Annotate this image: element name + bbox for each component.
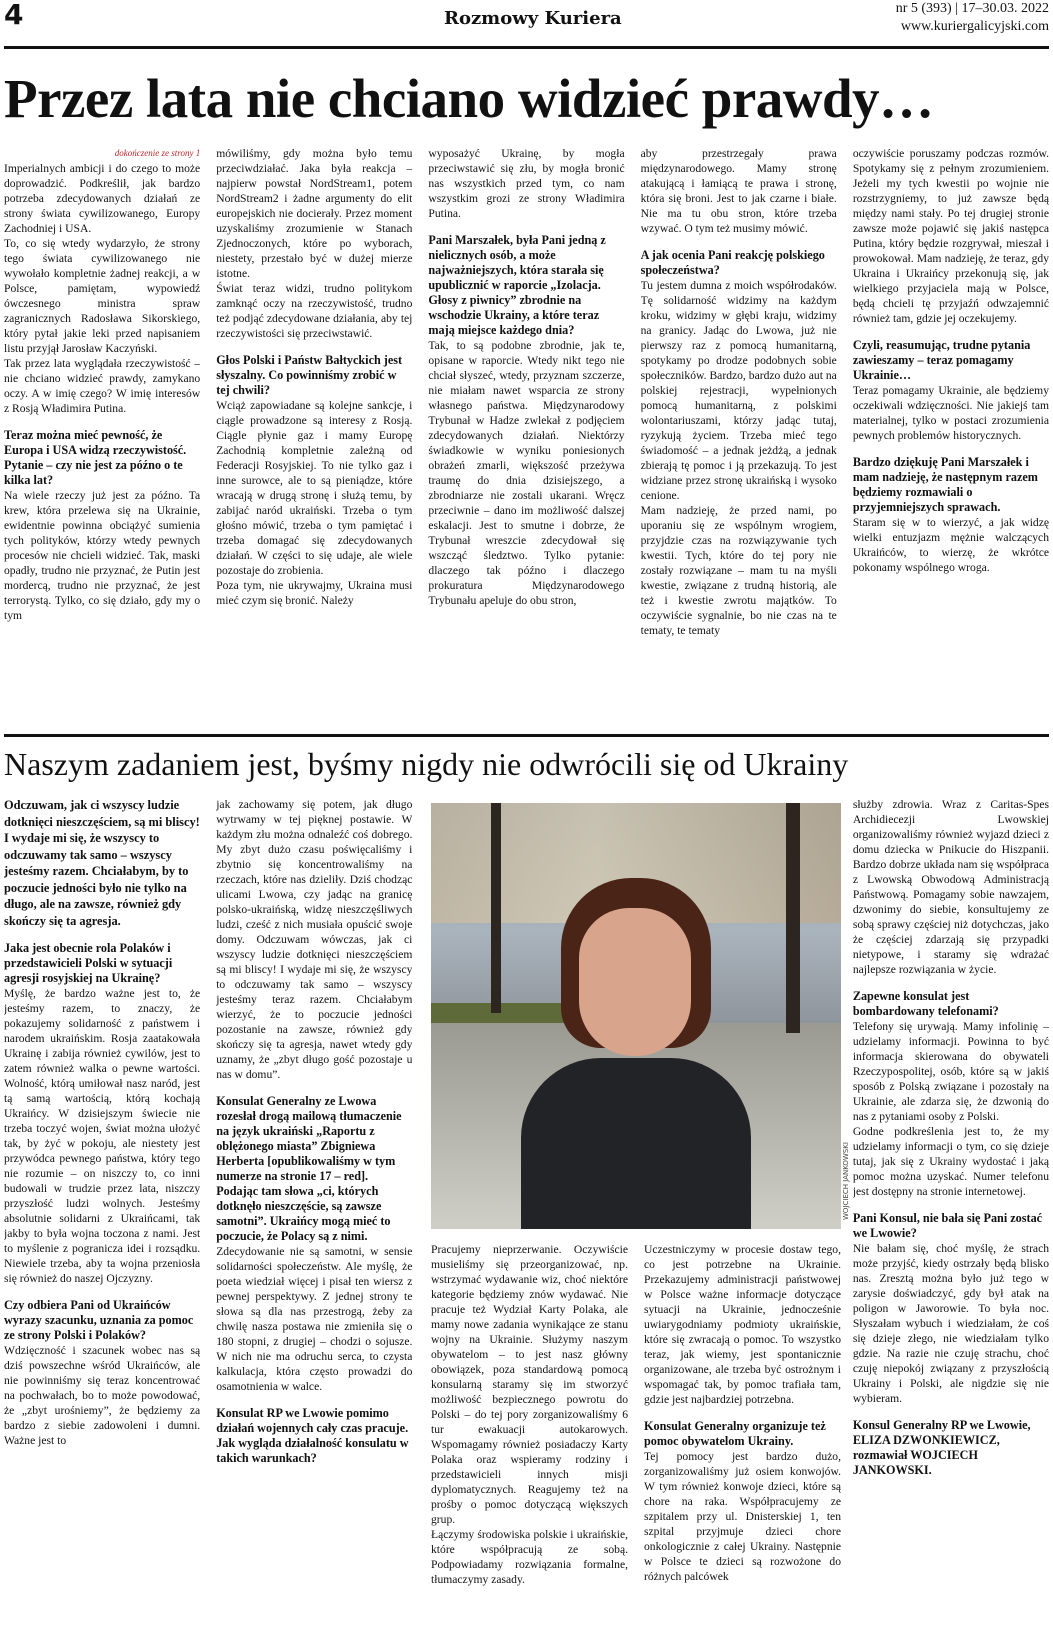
interview-question: Bardzo dziękuję Pani Marszałek i mam nadzieję, że następnym razem będziemy rozmawiali o przyjemniejszych sprawach.: [852, 455, 1038, 514]
photo-credit: WOJCIECH JANKOWSKI: [842, 1142, 850, 1220]
body-paragraph: Zdecydowanie nie są samotni, w sensie solidarności społeczeństw. Ale myślę, że poeta wiedział więcej i pisał ten wiersz z pewnej perspektywy. Z jednej strony te słowa są dla nas przestrogą, żeby za chwilę nasza postawa nie zmieniła się o 180 stopni, z drugiej – chodzi o sojusze. W nich nie ma odruchu serca, to czysta kalkulacja, która często prowadzi do osamotnienia w walce.: [216, 1245, 413, 1393]
body-paragraph: Teraz pomagamy Ukrainie, ale będziemy oczekiwali wdzięczności. Nie jakiejś tam materialnej, tylko w postaci zrozumienia pewnych problemów historycznych.: [852, 384, 1050, 442]
body-paragraph: Staram się w to wierzyć, a jak widzę wielki entuzjazm mężnie walczących Ukraińców, to wierzę, że wkrótce pokonamy wspólnego wroga.: [852, 516, 1050, 574]
interview-question: Czyli, reasumując, trudne pytania zawieszamy – teraz pomagamy Ukrainie…: [852, 338, 1031, 382]
article2-columns-bottom: [431, 1242, 841, 1627]
article2-column: [644, 1242, 841, 1627]
body-paragraph: Wdzięczność i szacunek wobec nas są dziś powszechne wśród Ukraińców, ale nie powinniśmy się teraz koncentrować na pochwałach, bo to może powodować, że „zbyt urośniemy”, że będziemy za bardzo z siebie zadowoleni i dumni. Ważne jest to: [4, 1344, 201, 1447]
issue-line: nr 5 (393) | 17–30.03. 2022: [895, 1, 1049, 16]
body-paragraph: Pracujemy nieprzerwanie. Oczywiście musieliśmy się przeorganizować, np. wstrzymać wydawanie wiz, choć niektóre kategorie będziemy znów wydawać. Nie pracuje też Wydział Karty Polaka, ale mamy nowe zadania wynikające ze stanu wojny na Ukrainie. Służymy naszym obywatelom – to jest nasz główny obowiązek, poza standardową pomocą konsularną staramy się im stworzyć możliwość bezpiecznego powrotu do Polski – do tej pory zorganizowaliśmy 6 tur ewakuacji autokarowych. Wspomagamy również posiadaczy Karty Polaka oraz wspieramy rodziny i przedstawicieli innych misji dyplomatycznych. Reagujemy też na prośby o pomoc dotyczącą większych grup.: [431, 1243, 628, 1526]
article1-column: [4, 146, 200, 728]
body-paragraph: Tak przez lata wyglądała rzeczywistość – nie chciano widzieć prawdy, zamykano oczy. A w imię czego? W imię interesów z Rosją Władimira Putina.: [4, 357, 201, 415]
body-paragraph: Uczestniczymy w procesie dostaw tego, co jest potrzebne na Ukrainie. Przekazujemy administracji państwowej w Polsce ważne informacje dotyczące sytuacji na Ukrainie, jednocześnie uwiarygodniamy podmioty ukraińskie, które się zwracają o pomoc. To wszystko teraz, jak wiemy, jest spontanicznie organizowane, ale trzeba być ostrożnym i wspomagać tak, by pomoc trafiała tam, gdzie jest najbardziej potrzebna.: [644, 1243, 841, 1406]
article2-column: [216, 797, 412, 1627]
body-paragraph: To, co się wtedy wydarzyło, że strony tego świata cywilizowanego nie wywołało kompletnie żadnej reakcji, a w Polsce, pamiętam, wypowiedź ówczesnego ministra spraw zagranicznych Radosława Sikorskiego, który pytał jakie leki przed napisaniem listu przyjął Jarosław Kaczyński.: [4, 237, 201, 355]
interview-question: Teraz można mieć pewność, że Europa i USA widzą rzeczywistość. Pytanie – czy nie jest za późno o te kilka lat?: [4, 428, 187, 487]
body-paragraph: Wciąż zapowiadane są kolejne sankcje, i ciągle prowadzone są interesy z Rosją. Ciągle płynie gaz i mamy Europę Zachodnią kompletnie zależną od Federacji Rosyjskiej. To nie tylko gaz i inne surowce, ale to są pieniądze, które wracają w drugą stronę i służą temu, by zabijać naród ukraiński. Trzeba o tym głośno mówić, trzeba o tym pamiętać i trzeba domagać się zdecydowanych działań. W części to się udaje, ale wiele pozostaje do zrobienia.: [216, 399, 413, 577]
section-divider: [4, 734, 1049, 737]
interview-question: Pani Konsul, nie bała się Pani zostać we Lwowie?: [852, 1211, 1043, 1240]
article2-column: [853, 797, 1049, 1627]
interview-question: Czy odbiera Pani od Ukraińców wyrazy szacunku, uznania za pomoc ze strony Polski i Polaków?: [4, 1298, 194, 1342]
interview-question: Głos Polski i Państw Bałtyckich jest słyszalny. Co powinniśmy zrobić w tej chwili?: [216, 353, 403, 397]
body-paragraph: Łączymy środowiska polskie i ukraińskie, które współpracują ze sobą. Podpowiadamy rozwiązania formalne, tłumaczymy zasady.: [431, 1528, 628, 1586]
continued-note: dokończenie ze strony 1: [114, 148, 201, 158]
portrait: [521, 878, 751, 1229]
body-paragraph: aby przestrzegały prawa międzynarodowego. Mamy stronę atakującą i łamiącą te prawa i stronę, która się broni. Jest to jak czarne i białe. Nie ma tu obu stron, które trzeba wzywać. O tym też musimy mówić.: [640, 147, 837, 235]
body-paragraph: Tu jestem dumna z moich współrodaków. Tę solidarność widzimy na każdym kroku, widzimy w głębi kraju, widzimy na granicy. Jadąc do Lwowa, już nie pierwszy raz z pomocą humanitarną, spotykamy po drodze podobnych sobie społeczników. Bardzo, bardzo dużo aut na polskiej rejestracji, wypełnionych pomocą humanitarną, z polskimi wolontariuszami, którzy jadąc tutaj, ryzykują życiem. Trzeba mieć tego świadomość – a jednak jeżdżą, a jednak zbierają tę pomoc i ją przekazują. To jest widziane przez stronę ukraińską i wysoko cenione.: [640, 279, 837, 502]
body-paragraph: Tak, to są podobne zbrodnie, jak te, opisane w raporcie. Wtedy nikt tego nie chciał słyszeć, wtedy, przyznam szczerze, nie miałam nawet wsparcia ze strony własnego państwa. Międzynarodowy Trybunał w Hadze zwlekał z podjęciem zdecydowanych działań. Niektórzy świadkowie w wyniku poniesionych obrażeń zmarli, większość przeżywa traumę do dnia dzisiejszego, a zbrodniarze nie zostali ukarani. Wręcz przeciwnie – dano im możliwość dalszej eskalacji. Jest to smutne i dobrze, że Trybunał wreszcie zdecydował się wszcząć śledztwo. Tylko pytanie: dlaczego tak późno i dlaczego prokuratura Międzynarodowego Trybunału apeluje do obu stron,: [428, 339, 625, 607]
body-paragraph: Na wiele rzeczy już jest za późno. Ta krew, która przelewa się na Ukrainie, ewidentnie powinna obciążyć sumienia tych polityków, którzy wtedy pewnych procesów nie chcieli widzieć. Tak, maski opadły, trudno nie przyznać, że Putin jest mordercą, trudno nie przyznać, że jest terrorystą. Tylko, co się działo, gdy my o tym: [4, 489, 201, 622]
interview-question: Konsulat RP we Lwowie pomimo działań wojennych cały czas pracuje. Jak wygląda działalność konsulatu w takich warunkach?: [216, 1406, 409, 1465]
body-paragraph: wyposażyć Ukrainę, by mogła przeciwstawić się złu, by mogła bronić nas wszystkich przed tym, co nam wszystkim grozi ze strony Władimira Putina.: [428, 147, 625, 220]
body-paragraph: jak zachowamy się potem, jak długo wytrwamy w tej pięknej postawie. W każdym złu można odnaleźć coś dobrego. My zbyt dużo czasu poświęcaliśmy i zbytnio się koncentrowaliśmy na rzeczach, które nas dzieliły. Dziś chodząc ulicami Lwowa, czy jadąc na granicę polsko-ukraińską, widzę nieszczęśliwych ludzi, cześć z nich musiała opuścić swoje domy. Odczuwam wówczas, jak ci wszyscy ludzie dotknięci nieszczęściem są mi bliscy! I wydaje mi się, że wszyscy to odczuwamy tak samo – wszyscy jesteśmy teraz razem. Chciałabym wierzyć, że to poczucie jedności pozostanie na zawsze, również gdy skończy się ta agresja, nawet wtedy gdy uznamy, że „zbyt długo gość pozostaje u nas w domu”.: [216, 798, 413, 1081]
body-paragraph: Tej pomocy jest bardzo dużo, zorganizowaliśmy już osiem konwojów. W tym również konwoje dzieci, które są chore na raka. Współpracujemy ze szpitalem przy ul. Dnisterskiej 1, ten szpital przyjmuje dzieci chore onkologicznie z całej Ukrainy. Następnie w Polsce te dzieci są rozwożone do różnych palcówek: [644, 1450, 841, 1583]
website: www.kuriergalicyjski.com: [900, 19, 1049, 34]
coat: [521, 1058, 751, 1229]
interview-question: Konsulat Generalny ze Lwowa rozesłał drogą mailową tłumaczenie na język ukraiński „Raportu z oblężonego miasta” Zbigniewa Herberta [opublikowaliśmy w tym numerze na stronie 17 – red]. Podając tam słowa „ci, których dotknęło nieszczęście, są zawsze samotni”. Ukraińcy mogą mieć to poczucie, że Polacy są z nimi.: [216, 1094, 402, 1243]
article1-columns: [4, 146, 1049, 728]
page-header: [4, 0, 1049, 49]
consul-photo: [431, 803, 841, 1229]
body-paragraph: Mam nadzieję, że przed nami, po uporaniu się ze wspólnym wrogiem, przyjdzie czas na rozwiązywanie tych kwestii. Tych, które do tej pory nie zostały rozwiązane – mam tu na myśli kwestie, związane z trudną historią, ale też i kwestie zwrotu majątków. To oczywiście sygnalnie, bo nie czas na te tematy, te tematy: [640, 504, 837, 637]
body-paragraph: Telefony się urywają. Mamy infolinię – udzielamy informacji. Powinna to być informacja skierowana do obywateli Rzeczypospolitej, osób, które są w jakiś sposób z Polską związane i pozostały na Ukrainie, ale zdarza się, że dzwonią do nas z pytaniami osoby z Polski.: [852, 1020, 1050, 1123]
article1-title: Przez lata nie chciano widzieć prawdy…: [4, 68, 934, 129]
interview-question: Jaka jest obecnie rola Polaków i przedstawicieli Polski w sytuacji agresji rosyjskiej na Ukrainę?: [4, 941, 173, 985]
article1-column: [853, 146, 1049, 728]
signature: Konsul Generalny RP we Lwowie, ELIZA DZWONKIEWICZ, rozmawiał WOJCIECH JANKOWSKI.: [852, 1418, 1031, 1477]
tree-trunk: [786, 803, 800, 1033]
article2-column: [4, 797, 200, 1627]
article2-column: [431, 1242, 628, 1627]
article2-title: Naszym zadaniem jest, byśmy nigdy nie odwrócili się od Ukrainy: [4, 746, 849, 782]
body-paragraph: Imperialnych ambicji i do czego to może doprowadzić. Podkreślił, jak bardzo potrzeba zdecydowanych działań ze strony świata cywilizowanego, Europy Zachodniej i USA.: [4, 162, 201, 235]
body-paragraph: Poza tym, nie ukrywajmy, Ukraina musi mieć czym się bronić. Należy: [216, 579, 413, 607]
body-paragraph: Świat teraz widzi, trudno politykom zamknąć oczy na rzeczywistość, trudno też podjąć zdecydowane działania, aby tej rzeczywistości się przeciwstawić.: [216, 282, 413, 340]
issue-info: [896, 0, 1049, 36]
page-number: 4: [4, 0, 24, 31]
interview-question: Pani Marszałek, była Pani jedną z nielicznych osób, a może najważniejszych, która starała się upublicznić w raporcie „Izolacja. Głosy z piwnicy” zbrodnie na wschodzie Ukrainy, a które teraz mają miejsce każdego dnia?: [428, 233, 606, 337]
body-paragraph: oczywiście poruszamy podczas rozmów. Spotykamy się z pełnym zrozumieniem. Jeżeli my tych kwestii po wojnie nie rozstrzygniemy, to już zawsze będą między nami stały. Po tej drugiej stronie zawsze może pojawić się jakiś następca Putina, który będzie rozgrywał, mieszał i prowokował. Mam nadzieję, że teraz, gdy Ukraina i Ukraińcy przekonują się, jak wielkiego przyjaciela mają w Polsce, będą chcieli tę przyjaźń odwzajemnić również tam, gdzie jej oczekujemy.: [852, 147, 1050, 325]
face: [579, 908, 691, 1056]
body-paragraph: Myślę, że bardzo ważne jest to, że jesteśmy razem, to znaczy, że pokazujemy solidarność z państwem i narodem ukraińskim. Rosja zaatakowała Ukrainę i zabija również cywilów, jest to zatem również walka o pewne wartości. Wolność, którą umiłował nasz naród, jest tą samą wartością, którą kochają Ukraińcy. W dzisiejszym świecie nie trzeba toczyć wojen, świat można ułożyć tak, by żyć w pokoju, ale niestety jest przywódca pewnego państwa, który tego nie rozumie – on niszczy to, co inni budowali w trudzie przez lata, niszczy przyszłość ludzi wolnych. Jesteśmy absolutnie solidarni z Ukraińcami, tak jakby to była wojna toczona z nami. Jest to myślenie z pogranicza idei i rozsądku. Niewiele trzeba, aby ta wojna przeniosła się również do naszej Ojczyzny.: [4, 987, 201, 1285]
body-paragraph: Nie bałam się, choć myślę, że strach może przyjść, kiedy ostrzały będą blisko nas. Zresztą można było już tego w zarysie doświadczyć, gdy był atak na poligon w Jaworowie. To była noc. Słyszałam wybuch i wiedziałam, że coś się dzieje złego, nie wiedziałam tylko gdzie. Na razie nie czuję strachu, choć czuję niepokój związany z przyszłością Ukrainy i Polski, ale nigdzie się nie wybieram.: [852, 1242, 1050, 1405]
article1-column: [428, 146, 624, 728]
body-paragraph: Godne podkreślenia jest to, że my udzielamy informacji o tym, co się dzieje tutaj, jak się z Ukrainy wydostać i jaką pomoc można uzyskać. Numer telefonu jest dostępny na stronie internetowej.: [852, 1125, 1050, 1198]
tree-trunk: [491, 803, 501, 1013]
section-title: Rozmowy Kuriera: [444, 8, 622, 29]
article1-column: [641, 146, 837, 728]
body-paragraph: służby zdrowia. Wraz z Caritas-Spes Archidiecezji Lwowskiej organizowaliśmy również wyjazd dzieci z domu dziecka w Pnikucie do Hiszpanii. Bardzo dobrze układa nam się współpraca z Lwowską Obwodową Administracją Państwową. Pomagamy sobie nawzajem, dzwonimy do siebie, konsultujemy ze sobą sprawy częściej niż dotychczas, jako że częściej zdarzają się przypadki nietypowe, i staramy się wdrażać najlepsze rozwiązania w życie.: [852, 798, 1050, 976]
interview-question: A jak ocenia Pani reakcję polskiego społeczeństwa?: [640, 248, 825, 277]
interview-question: Zapewne konsulat jest bombardowany telefonami?: [852, 989, 999, 1018]
article1-column: [216, 146, 412, 728]
lead-paragraph: Odczuwam, jak ci wszyscy ludzie dotknięci nieszczęściem, są mi bliscy! I wydaje mi się, że wszyscy to odczuwamy tak samo – wszyscy jesteśmy razem. Chciałabym, by to poczucie jedności było nie tylko na długo, ale na zawsze, również gdy skończy się ta agresja.: [4, 798, 200, 928]
interview-question: Konsulat Generalny organizuje też pomoc obywatelom Ukrainy.: [644, 1419, 826, 1448]
body-paragraph: mówiliśmy, gdy można było temu przeciwdziałać. Jaka była reakcja – najpierw powstał NordStream1, potem NordStream2 i żadne argumenty do elit europejskich nie docierały. Przez moment uzyskaliśmy zrozumienie w Stanach Zjednoczonych, które po wyborach, niestety, przestało być w dużej mierze istotne.: [216, 147, 413, 280]
